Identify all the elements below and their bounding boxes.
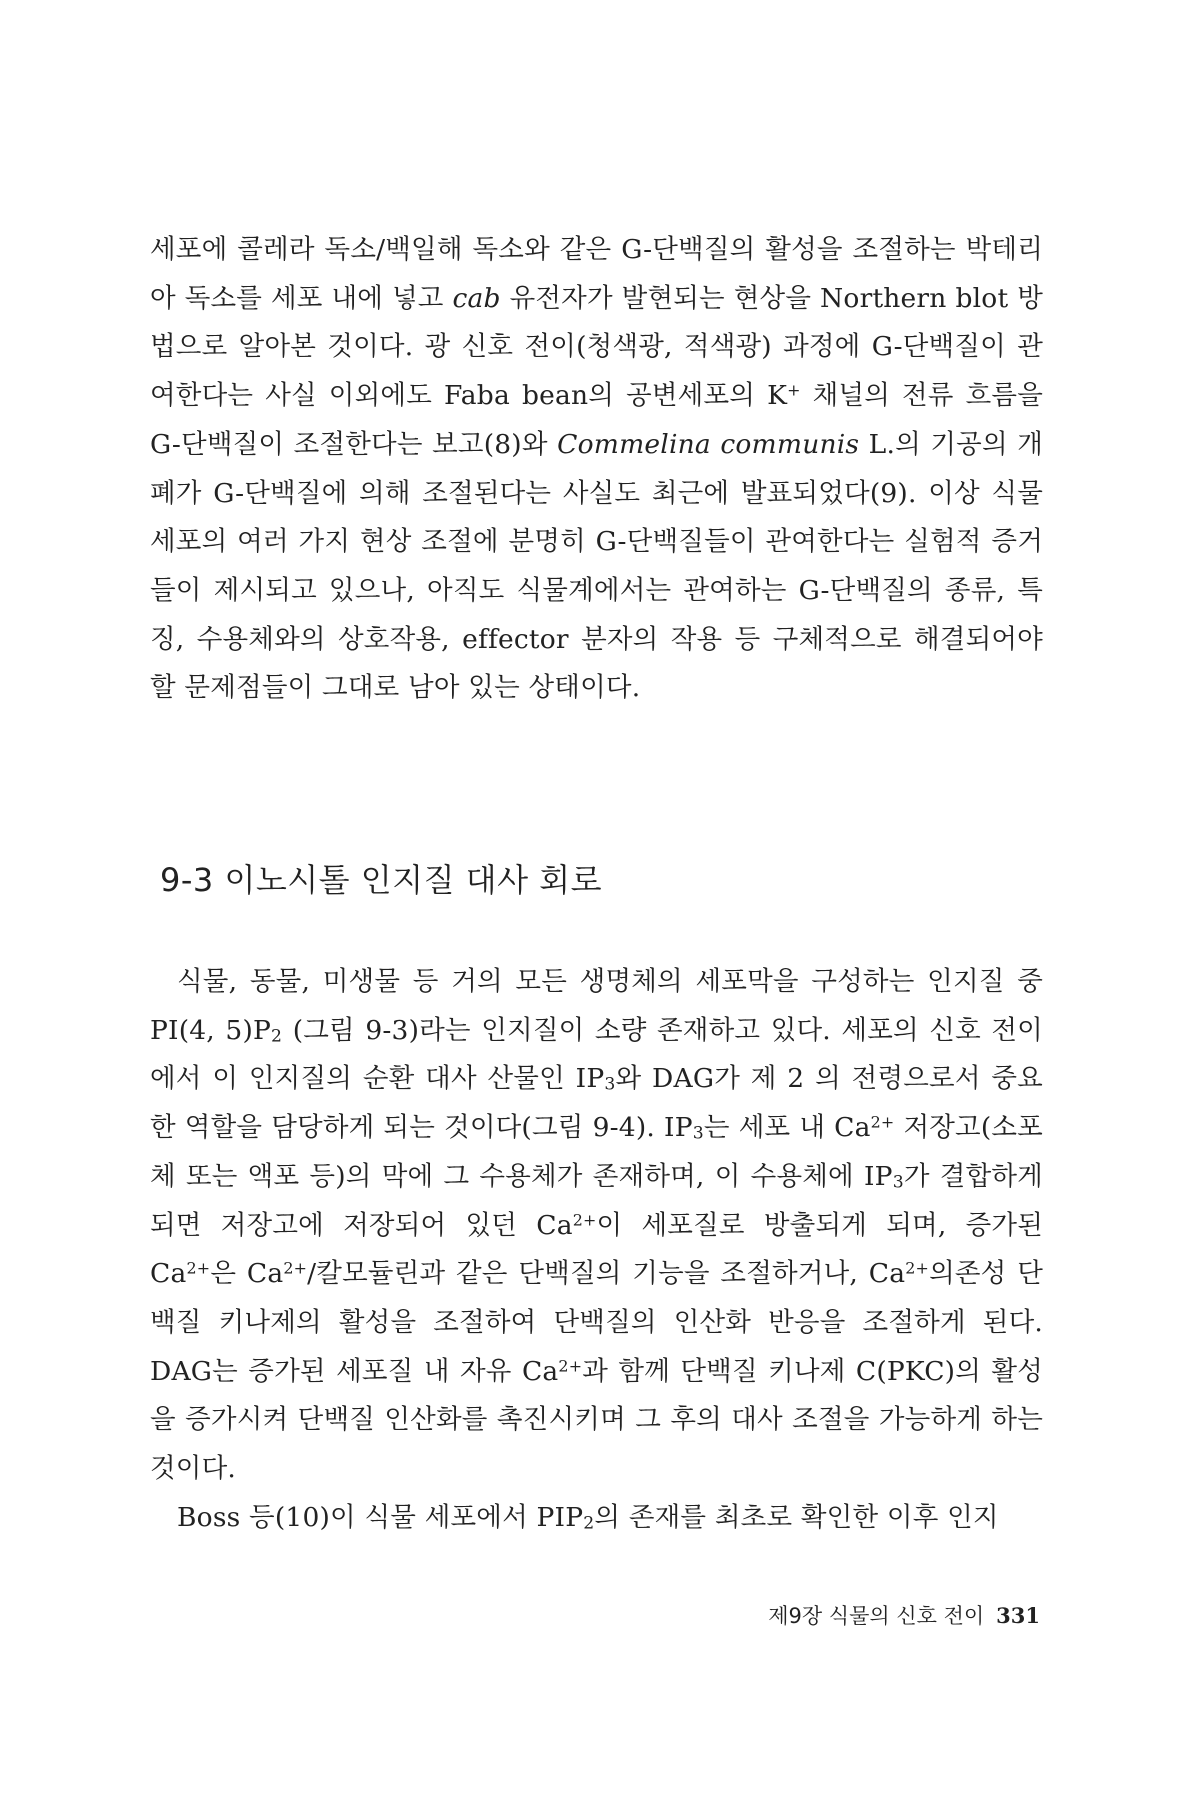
text-run: L.의 기공의 개폐가 G-단백질에 의해 조절된다는 사실도 최근에 발표되었다(9). 이상 식물 세포의 여러 가지 현상 조절에 분명히 G-단백질들이 관여한다는 실험적 증거들이 제시되고 있으나, 아직도 식물계에서는 관여하는 G-단백질의 종류, 특징, 수용체와의 상호작용, effector 분자의 작용 등 구체적으로 해결되어야 할 문제점들이 그대로 남아 있는 상태이다. — [150, 428, 1043, 704]
subscript: 3 — [892, 1172, 904, 1193]
text-run: 유전자가 발현되는 현상을 Northern blot 방법으로 알아본 것이다. 광 신호 전이(청색광, 적색광) 과정에 G-단백질이 관여한다는 사실 이외에도 Faba bean의 공변세포의 K — [150, 282, 1043, 412]
superscript: 2+ — [870, 1112, 895, 1132]
superscript: 2+ — [572, 1209, 597, 1229]
page-footer — [768, 1600, 1040, 1630]
text-run: 은 Ca — [210, 1258, 284, 1290]
text-run: Boss 등(10)이 식물 세포에서 PIP — [177, 1501, 584, 1533]
paragraph — [150, 958, 1043, 1494]
subscript: 3 — [692, 1123, 704, 1144]
running-footer-chapter: 제9장 식물의 신호 전이 — [768, 1604, 985, 1628]
text-run: (그림 9-3)라는 인지질이 소량 존재하고 있다. 세포의 신호 전이에서 이 인지질의 순환 대사 산물인 IP — [150, 1014, 1043, 1095]
text-run: 세포에 콜레라 독소/백일해 독소와 같은 G-단백질의 활성을 조절하는 박테리아 독소를 세포 내에 넣고 — [150, 234, 1043, 314]
body-text-bottom — [150, 958, 1043, 1542]
superscript: + — [787, 380, 801, 400]
text-run: /칼모듈린과 같은 단백질의 기능을 조절하거나, Ca — [307, 1258, 906, 1290]
text-run: 저장고(소포체 또는 액포 등)의 막에 그 수용체가 존재하며, 이 수용체에 IP — [150, 1112, 1043, 1192]
superscript: 2+ — [558, 1355, 583, 1375]
subscript: 2 — [583, 1513, 595, 1534]
superscript: 2+ — [905, 1258, 930, 1278]
text-run: 식물, 동물, 미생물 등 거의 모든 생명체의 세포막을 구성하는 인지질 중 PI(4, 5)P — [150, 966, 1043, 1046]
superscript: 2+ — [186, 1258, 211, 1278]
paragraph — [150, 1494, 1043, 1543]
text-run: 와 DAG가 제 2 의 전령으로서 중요한 역할을 담당하게 되는 것이다(그림 9-4). IP — [150, 1063, 1043, 1144]
gene-name-italic: cab — [452, 282, 501, 314]
text-run: 과 함께 단백질 키나제 C(PKC)의 활성을 증가시켜 단백질 인산화를 촉진시키며 그 후의 대사 조절을 가능하게 하는 것이다. — [150, 1355, 1043, 1485]
species-name-italic: Commelina communis — [557, 428, 860, 460]
section-heading: 9-3 이노시톨 인지질 대사 회로 — [160, 861, 602, 899]
body-text-top — [150, 226, 1043, 713]
text-run: 채널의 전류 흐름을 G-단백질이 조절한다는 보고(8)와 — [150, 380, 1043, 460]
text-run: 의존성 단백질 키나제의 활성을 조절하여 단백질의 인산화 반응을 조절하게 된다. DAG는 증가된 세포질 내 자유 Ca — [150, 1258, 1043, 1387]
page-number: 331 — [996, 1603, 1040, 1628]
subscript: 2 — [271, 1026, 283, 1047]
paragraph — [150, 226, 1043, 713]
text-run: 가 결합하게 되면 저장고에 저장되어 있던 Ca — [150, 1160, 1043, 1241]
text-run: 의 존재를 최초로 확인한 이후 인지 — [594, 1501, 999, 1533]
superscript: 2+ — [283, 1258, 308, 1278]
subscript: 3 — [604, 1074, 616, 1095]
text-run: 는 세포 내 Ca — [703, 1112, 871, 1144]
text-run: 이 세포질로 방출되게 되며, 증가된 Ca — [150, 1209, 1043, 1290]
